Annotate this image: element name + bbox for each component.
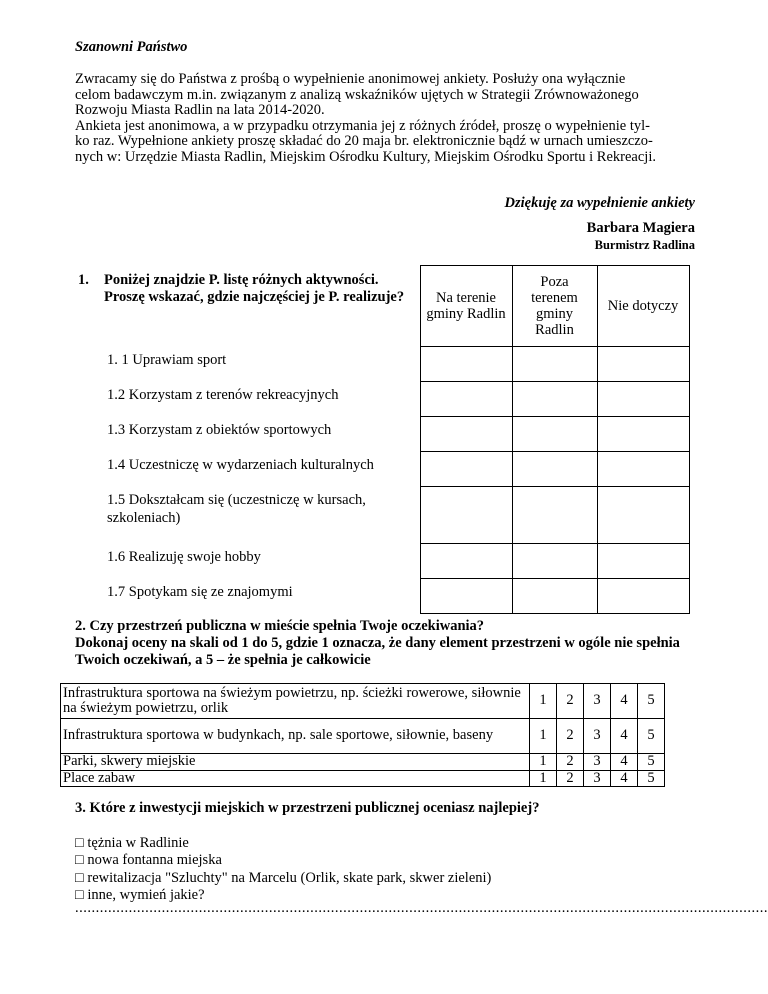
- rating-option[interactable]: 1: [530, 684, 557, 719]
- q1-row-label: 1. 1 Uprawiam sport: [70, 347, 420, 382]
- intro-line: Zwracamy się do Państwa z prośbą o wypełnienie anonimowej ankiety. Posłuży ona wyłącznie: [75, 71, 626, 87]
- thanks-note: Dziękuję za wypełnienie ankiety: [504, 195, 695, 211]
- rating-option[interactable]: 4: [611, 719, 638, 754]
- rating-option[interactable]: 2: [557, 770, 584, 787]
- q1-row-label: 1.5 Dokształcam się (uczestniczę w kursach, szkoleniach): [70, 487, 420, 544]
- signature-role: Burmistrz Radlina: [594, 238, 695, 252]
- q3-options: [75, 835, 491, 905]
- q1-answer-cell[interactable]: [512, 487, 597, 544]
- intro-line: Ankieta jest anonimowa, a w przypadku otrzymania jej z różnych źródeł, proszę o wypełnienie tyl-: [75, 117, 650, 134]
- q2-rating-table: [60, 683, 665, 787]
- q1-table: [70, 265, 690, 614]
- q3-title: 3. Które z inwestycji miejskich w przestrzeni publicznej oceniasz najlepiej?: [75, 800, 540, 816]
- q2-item-label: Infrastruktura sportowa na świeżym powietrzu, np. ścieżki rowerowe, siłownie na świeżym powietrzu, orlik: [61, 684, 530, 719]
- rating-option[interactable]: 4: [611, 754, 638, 771]
- q3-option-label: nowa fontanna miejska: [87, 852, 222, 869]
- q1-answer-cell[interactable]: [420, 347, 512, 382]
- q1-answer-cell[interactable]: [597, 452, 689, 487]
- checkbox-icon[interactable]: □: [75, 869, 84, 886]
- q3-option[interactable]: [75, 835, 491, 852]
- q1-answer-cell[interactable]: [512, 579, 597, 614]
- rating-option[interactable]: 5: [638, 770, 665, 787]
- signature-name: Barbara Magiera: [586, 220, 695, 236]
- q1-answer-cell[interactable]: [420, 487, 512, 544]
- q1-answer-cell[interactable]: [512, 382, 597, 417]
- rating-option[interactable]: 1: [530, 719, 557, 754]
- q1-question-cell: [70, 266, 420, 347]
- checkbox-icon[interactable]: □: [75, 887, 84, 904]
- q1-column-header: Na terenie gminy Radlin: [420, 266, 512, 347]
- q3-option[interactable]: [75, 870, 491, 887]
- rating-option[interactable]: 2: [557, 754, 584, 771]
- q1-answer-cell[interactable]: [597, 382, 689, 417]
- q1-answer-cell[interactable]: [420, 417, 512, 452]
- checkbox-icon[interactable]: □: [75, 852, 84, 869]
- q1-answer-cell[interactable]: [512, 452, 597, 487]
- fill-in-line[interactable]: ........................................................................................................................................................................: [75, 900, 768, 916]
- intro-line: celom badawczym m.in. związanym z analizą wskaźników ujętych w Strategii Zrównoważonego: [75, 86, 639, 103]
- q1-column-header: Poza terenem gminy Radlin: [512, 266, 597, 347]
- rating-option[interactable]: 5: [638, 754, 665, 771]
- q3-option-label: tężnia w Radlinie: [87, 835, 189, 851]
- q1-answer-cell[interactable]: [597, 487, 689, 544]
- rating-option[interactable]: 4: [611, 770, 638, 787]
- q3-option-label: rewitalizacja "Szluchty" na Marcelu (Orlik, skate park, skwer zieleni): [87, 869, 492, 886]
- q1-row-label: 1.2 Korzystam z terenów rekreacyjnych: [70, 382, 420, 417]
- q3-option[interactable]: [75, 852, 491, 869]
- q1-answer-cell[interactable]: [420, 579, 512, 614]
- q1-answer-cell[interactable]: [597, 417, 689, 452]
- q2-item-label: Place zabaw: [61, 770, 530, 787]
- rating-option[interactable]: 5: [638, 684, 665, 719]
- q2-instruction: Dokonaj oceny na skali od 1 do 5, gdzie 1 oznacza, że dany element przestrzeni w ogóle nie spełnia Twoich oczekiwań, a 5 – że spełnia je całkowicie: [75, 635, 680, 668]
- intro-line: Rozwoju Miasta Radlin na lata 2014-2020.: [75, 102, 325, 119]
- q1-row-label: 1.7 Spotykam się ze znajomymi: [70, 579, 420, 614]
- rating-option[interactable]: 1: [530, 754, 557, 771]
- rating-option[interactable]: 2: [557, 719, 584, 754]
- q2-item-label: Infrastruktura sportowa w budynkach, np. sale sportowe, siłownie, baseny: [61, 719, 530, 754]
- q1-number: 1.: [78, 271, 89, 288]
- rating-option[interactable]: 3: [584, 770, 611, 787]
- q1-question: Poniżej znajdzie P. listę różnych aktywności. Proszę wskazać, gdzie najczęściej je P. realizuje?: [104, 271, 405, 305]
- q1-answer-cell[interactable]: [512, 544, 597, 579]
- rating-option[interactable]: 3: [584, 754, 611, 771]
- q1-answer-cell[interactable]: [512, 417, 597, 452]
- checkbox-icon[interactable]: □: [75, 835, 84, 851]
- intro-line: ko raz. Wypełnione ankiety proszę składać do 20 maja br. elektronicznie bądź w urnach umieszczo-: [75, 133, 653, 150]
- q1-answer-cell[interactable]: [597, 347, 689, 382]
- rating-option[interactable]: 3: [584, 684, 611, 719]
- q3-option-label: inne, wymień jakie?: [87, 887, 205, 904]
- q1-column-header: Nie dotyczy: [597, 266, 689, 347]
- q1-row-label: 1.6 Realizuję swoje hobby: [70, 544, 420, 579]
- q1-answer-cell[interactable]: [512, 347, 597, 382]
- q1-answer-cell[interactable]: [597, 544, 689, 579]
- q1-answer-cell[interactable]: [597, 579, 689, 614]
- rating-option[interactable]: 2: [557, 684, 584, 719]
- intro-line: nych w: Urzędzie Miasta Radlin, Miejskim Ośrodku Kultury, Miejskim Ośrodku Sportu i Rekreacji.: [75, 148, 656, 165]
- q1-answer-cell[interactable]: [420, 382, 512, 417]
- rating-option[interactable]: 1: [530, 770, 557, 787]
- q2-item-label: Parki, skwery miejskie: [61, 754, 530, 771]
- intro-paragraph: [75, 72, 700, 166]
- rating-option[interactable]: 3: [584, 719, 611, 754]
- rating-option[interactable]: 5: [638, 719, 665, 754]
- q1-row-label: 1.4 Uczestniczę w wydarzeniach kulturalnych: [70, 452, 420, 487]
- q1-row-label: 1.3 Korzystam z obiektów sportowych: [70, 417, 420, 452]
- q1-answer-cell[interactable]: [420, 544, 512, 579]
- salutation: Szanowni Państwo: [75, 39, 188, 55]
- q2-heading: [75, 618, 705, 669]
- q2-title: 2. Czy przestrzeń publiczna w mieście spełnia Twoje oczekiwania?: [75, 618, 485, 634]
- rating-option[interactable]: 4: [611, 684, 638, 719]
- q1-answer-cell[interactable]: [420, 452, 512, 487]
